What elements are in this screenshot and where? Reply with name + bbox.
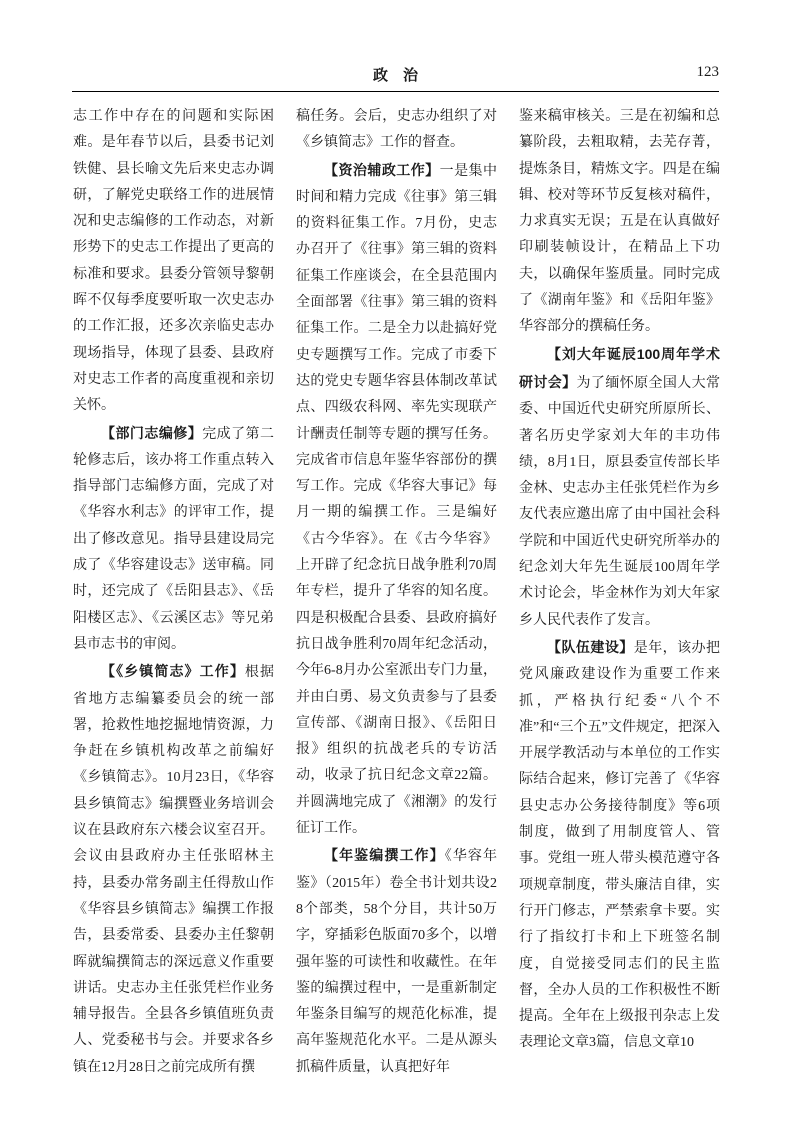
- paragraph-text: 《华容年鉴》（2015年）卷全书计划共设28个部类，58个分目，共计50万字，穿插彩色版面70多个，以增强年鉴的可读性和收藏性。在年鉴的编撰过程中，一是重新制定年鉴条目编写的规范化标准，提高年鉴规范化水平。二是从源头抓稿件质量，认真把好年: [296, 849, 498, 1075]
- paragraph-text: 鉴来稿审核关。三是在初编和总纂阶段，去粗取精，去芜存菁，提炼条目，精炼文字。四是在编辑、校对等环节反复核对稿件，力求真实无误；五是在认真做好印刷装帧设计，在精品上下功夫，以确保年鉴质量。同时完成了《湖南年鉴》和《岳阳年鉴》华容部分的撰稿任务。: [519, 109, 720, 335]
- paragraph-text: 为了缅怀原全国人大常委、中国近代史研究所原所长、著名历史学家刘大年的丰功伟绩，8月1日，原县委宣传部长毕金林、史志办主任张凭栏作为乡友代表应邀出席了由中国社会科学院和中国近代史研究所举办的纪念刘大年先生诞辰100周年学术讨论会，毕金林作为刘大年家乡人民代表作了发言。: [519, 375, 721, 628]
- page-body: [73, 104, 721, 1075]
- paragraph-text: 稿任务。会后，史志办组织了对《乡镇简志》工作的督查。: [296, 109, 497, 151]
- section-heading: 【《乡镇简志》工作】: [101, 663, 245, 680]
- text-column-3: [519, 104, 720, 1062]
- paragraph-text: 一是集中时间和精力完成《往事》第三辑的资料征集工作。7月份，史志办召开了《往事》第三辑的资料征集工作座谈会，在全县范围内全面部署《往事》第三辑的资料征集工作。二是全力以赴搞好党史专题撰写工作。完成了市委下达的党史专题华容县体制改革试点、四级农科网、率先实现联产计酬责任制等专题的撰写任务。完成省市信息年鉴华容部份的撰写工作。完成《华容大事记》每月一期的编撰工作。三是编好《古今华容》。在《古今华容》上开辟了纪念抗日战争胜利70周年专栏，提升了华容的知名度。四是积极配合县委、县政府搞好抗日战争胜利70周年纪念活动，今年6-8月办公室派出专门力量，并由白勇、易文负责参与了县委宣传部、《湖南日报》、《岳阳日报》组织的抗战老兵的专访活动，收录了抗日纪念文章22篇。并圆满地完成了《湘潮》的发行征订工作。: [296, 163, 498, 837]
- paragraph-text: 志工作中存在的问题和实际困难。是年春节以后，县委书记刘铁健、县长喻文先后来史志办调研，了解党史联络工作的进展情况和史志编修的工作动态，对新形势下的史志工作提出了更高的标准和要求。县委分管领导黎朝晖不仅每季度要听取一次史志办的工作汇报，还多次亲临史志办现场指导，体现了县委、县政府对史志工作者的高度重视和亲切关怀。: [73, 109, 274, 414]
- page-title: 政 治: [372, 67, 419, 84]
- paragraph: [519, 341, 720, 634]
- paragraph: [296, 842, 497, 1081]
- text-column-2: [296, 104, 498, 1075]
- paragraph: [73, 420, 274, 659]
- section-heading: 【刘大年诞辰100周年学术研讨会】: [519, 345, 720, 390]
- page-number: 123: [696, 64, 719, 80]
- section-heading: 【队伍建设】: [547, 638, 634, 655]
- section-heading: 【资治辅政工作】: [324, 161, 440, 178]
- paragraph: [73, 104, 274, 420]
- section-heading: 【部门志编修】: [101, 424, 203, 441]
- paragraph: [73, 658, 274, 1081]
- paragraph-text: 根据省地方志编纂委员会的统一部署，抢救性地挖掘地情资源，力争赶在乡镇机构改革之前编好《乡镇简志》。10月23日，《华容县乡镇简志》编撰暨业务培训会议在县政府东六楼会议室召开。会议由县政府办主任张昭林主持，县委办常务副主任得敖山作《华容县乡镇简志》编撰工作报告，县委常委、县委办主任黎朝晖就编撰简志的深远意义作重要讲话。史志办主任张凭栏作业务辅导报告。全县各乡镇值班负责人、党委秘书与会。并要求各乡镇在12月28日之前完成所有撰: [73, 665, 275, 1075]
- paragraph-text: 是年，该办把党风廉政建设作为重要工作来抓，严格执行纪委“八个不准”和“三个五”文件规定，把深入开展学教活动与本单位的工作实际结合起来，修订完善了《华容县史志办公务接待制度》等6项制度，做到了用制度管人、管事。党组一班人带头模范遵守各项规章制度，带头廉洁自律，实行开门修志，严禁索拿卡要。实行了指纹打卡和上下班签名制度，自觉接受同志们的民主监督，全办人员的工作积极性不断提高。全年在上级报刊杂志上发表理论文章3篇，信息文章10: [519, 640, 721, 1051]
- page-header: [72, 64, 719, 88]
- paragraph-text: 完成了第二轮修志后，该办将工作重点转入指导部门志编修方面，完成了对《华容水利志》的评审工作，提出了修改意见。指导县建设局完成了《华容建设志》送审稿。同时，还完成了《岳阳县志》、《岳阳楼区志》、《云溪区志》等兄弟县市志书的审阅。: [73, 426, 275, 652]
- paragraph: [296, 157, 497, 843]
- paragraph: [296, 104, 497, 157]
- text-column-1: [73, 104, 275, 1075]
- header-divider: [72, 91, 719, 92]
- paragraph: [519, 634, 720, 1057]
- section-heading: 【年鉴编撰工作】: [324, 847, 445, 864]
- paragraph: [519, 104, 720, 341]
